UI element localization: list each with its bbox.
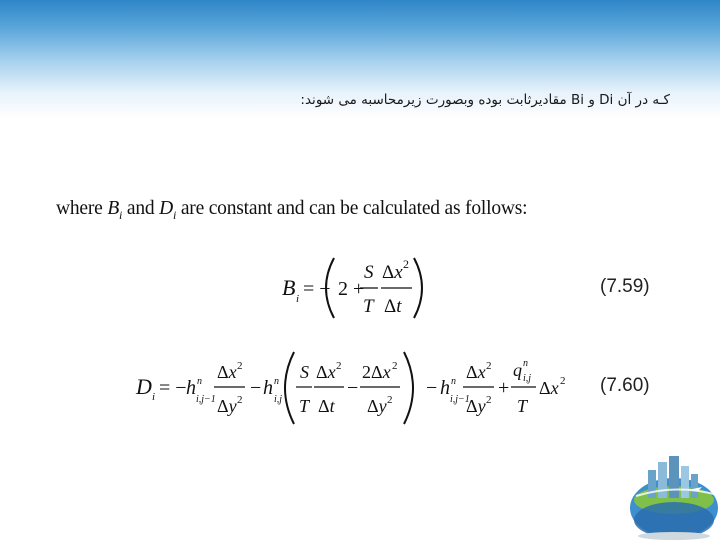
symbol-b: B — [107, 198, 120, 219]
word-and: and — [126, 198, 155, 219]
equation-7-59 — [282, 257, 422, 318]
subscript-i-d: i — [173, 207, 177, 222]
svg-text:i,j: i,j — [274, 394, 283, 405]
svg-text:T: T — [363, 296, 374, 317]
svg-text:B: B — [282, 275, 296, 300]
svg-text:n: n — [523, 358, 528, 369]
svg-text:2: 2 — [392, 360, 398, 372]
word-where: where — [56, 198, 103, 219]
svg-text:i,j: i,j — [523, 373, 532, 384]
equation-number-7-60: (7.60) — [600, 375, 650, 396]
symbol-d: D — [159, 198, 174, 219]
globe-city-logo-icon — [618, 448, 720, 540]
svg-text:−: − — [426, 377, 438, 399]
svg-text:Δx: Δx — [466, 362, 486, 382]
svg-text:Δx: Δx — [539, 378, 559, 398]
persian-caption: کـه در آن Di و Bi مقادیرثابت بوده وبصورت زیرمحاسبه می شوند: — [300, 92, 670, 108]
svg-text:−: − — [250, 377, 262, 399]
svg-text:i,j−1: i,j−1 — [196, 394, 216, 405]
svg-text:2Δx: 2Δx — [362, 362, 391, 382]
svg-text:Δx: Δx — [217, 362, 237, 382]
svg-text:2: 2 — [486, 394, 492, 406]
svg-text:Δx: Δx — [316, 362, 336, 382]
english-caption — [56, 198, 527, 223]
svg-text:Δy: Δy — [367, 396, 387, 416]
svg-text:2: 2 — [237, 394, 243, 406]
svg-text:2: 2 — [387, 394, 393, 406]
equations-block — [0, 240, 720, 440]
svg-text:S: S — [300, 362, 309, 382]
svg-text:q: q — [513, 360, 522, 380]
svg-text:2 +: 2 + — [338, 278, 365, 300]
svg-text:Δt: Δt — [318, 396, 335, 416]
subscript-i-b: i — [119, 207, 123, 222]
svg-text:= −: = − — [159, 377, 187, 399]
equation-7-60 — [135, 352, 566, 424]
svg-text:2: 2 — [403, 257, 409, 271]
svg-text:+: + — [498, 377, 510, 399]
svg-text:= −: = − — [303, 278, 331, 300]
svg-text:h: h — [440, 377, 450, 399]
svg-text:−: − — [347, 377, 359, 399]
equation-number-7-59: (7.59) — [600, 276, 650, 297]
svg-text:D: D — [136, 374, 152, 399]
svg-text:T: T — [517, 396, 528, 416]
svg-text:2: 2 — [486, 360, 492, 372]
caption-rest: are constant and can be calculated as follows: — [180, 198, 528, 219]
equations-svg — [0, 240, 720, 440]
svg-text:h: h — [186, 377, 196, 399]
svg-text:n: n — [451, 376, 456, 387]
svg-text:n: n — [197, 376, 202, 387]
svg-text:2: 2 — [336, 360, 342, 372]
svg-text:i: i — [152, 391, 156, 403]
svg-text:S: S — [364, 262, 374, 283]
svg-text:2: 2 — [237, 360, 243, 372]
svg-text:n: n — [274, 376, 279, 387]
svg-text:i,j−1: i,j−1 — [450, 394, 470, 405]
svg-text:Δy: Δy — [466, 396, 486, 416]
svg-text:h: h — [263, 377, 273, 399]
svg-text:2: 2 — [560, 375, 566, 387]
svg-text:Δt: Δt — [384, 296, 402, 317]
svg-text:i: i — [296, 293, 300, 305]
svg-text:T: T — [299, 396, 310, 416]
svg-text:Δx: Δx — [382, 262, 403, 283]
svg-text:Δy: Δy — [217, 396, 237, 416]
